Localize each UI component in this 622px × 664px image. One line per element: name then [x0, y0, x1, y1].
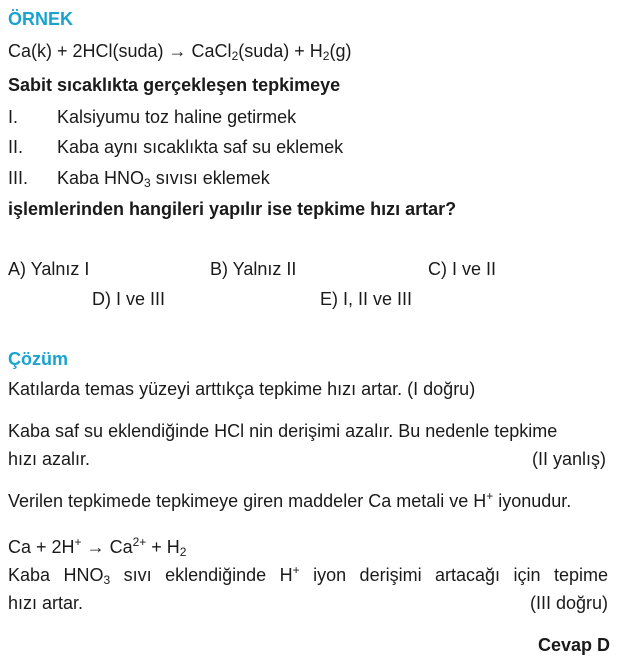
item-iii-text: Kaba $HNO_3$ sıvısı eklemek — [57, 168, 270, 190]
solution-p1: Katılarda temas yüzeyi arttıkça tepkime hızı artar. (I doğru) — [8, 379, 476, 399]
question-end: işlemlerinden hangileri yapılır ise tepkime hızı artar? — [8, 199, 457, 219]
question-intro: Sabit sıcaklıkta gerçekleşen tepkimeye — [8, 75, 341, 95]
item-ii-text: Kaba aynı sıcaklıkta saf su eklemek — [57, 137, 344, 157]
solution-p2-line1: Kaba saf su eklendiğinde HCl nin derişimi azalır. Bu nedenle tepkime — [8, 421, 558, 441]
solution-p2-line2: hızı azalır. — [8, 449, 91, 469]
solution-p4-line1: Kaba $HNO_3$ sıvı eklendiğinde H+ iyon derişimi artacağı için tepime — [8, 563, 608, 587]
ionic-equation: $Ca + 2H^+ \to Ca^{2+} + H_2$ — [8, 535, 187, 559]
solution-p4-line2: hızı artar. — [8, 593, 84, 613]
option-d: D) I ve III — [92, 289, 166, 309]
option-e: E) I, II ve III — [320, 289, 413, 309]
solution-p2-tag: (II yanlış) — [531, 449, 606, 469]
solution-p3: Verilen tepkimede tepkimeye giren maddeler Ca metali ve H+ iyonudur. — [8, 489, 572, 511]
item-i-text: Kalsiyumu toz haline getirmek — [57, 107, 297, 127]
option-a: A) Yalnız I — [8, 259, 90, 279]
item-ii-number: II. — [8, 137, 24, 157]
item-iii-number: III. — [8, 168, 29, 188]
option-b: B) Yalnız II — [210, 259, 297, 279]
solution-heading: Çözüm — [8, 349, 68, 369]
solution-p4-tag: (III doğru) — [529, 593, 608, 613]
option-c: C) I ve II — [428, 259, 497, 279]
item-i-number: I. — [8, 107, 19, 127]
reaction-equation: Ca(k) + 2HCl(suda) → CaCl$_2$(suda) + $H_2(g)$ — [8, 41, 352, 63]
answer-label: Cevap D — [537, 635, 610, 655]
example-heading: ÖRNEK — [8, 9, 74, 29]
